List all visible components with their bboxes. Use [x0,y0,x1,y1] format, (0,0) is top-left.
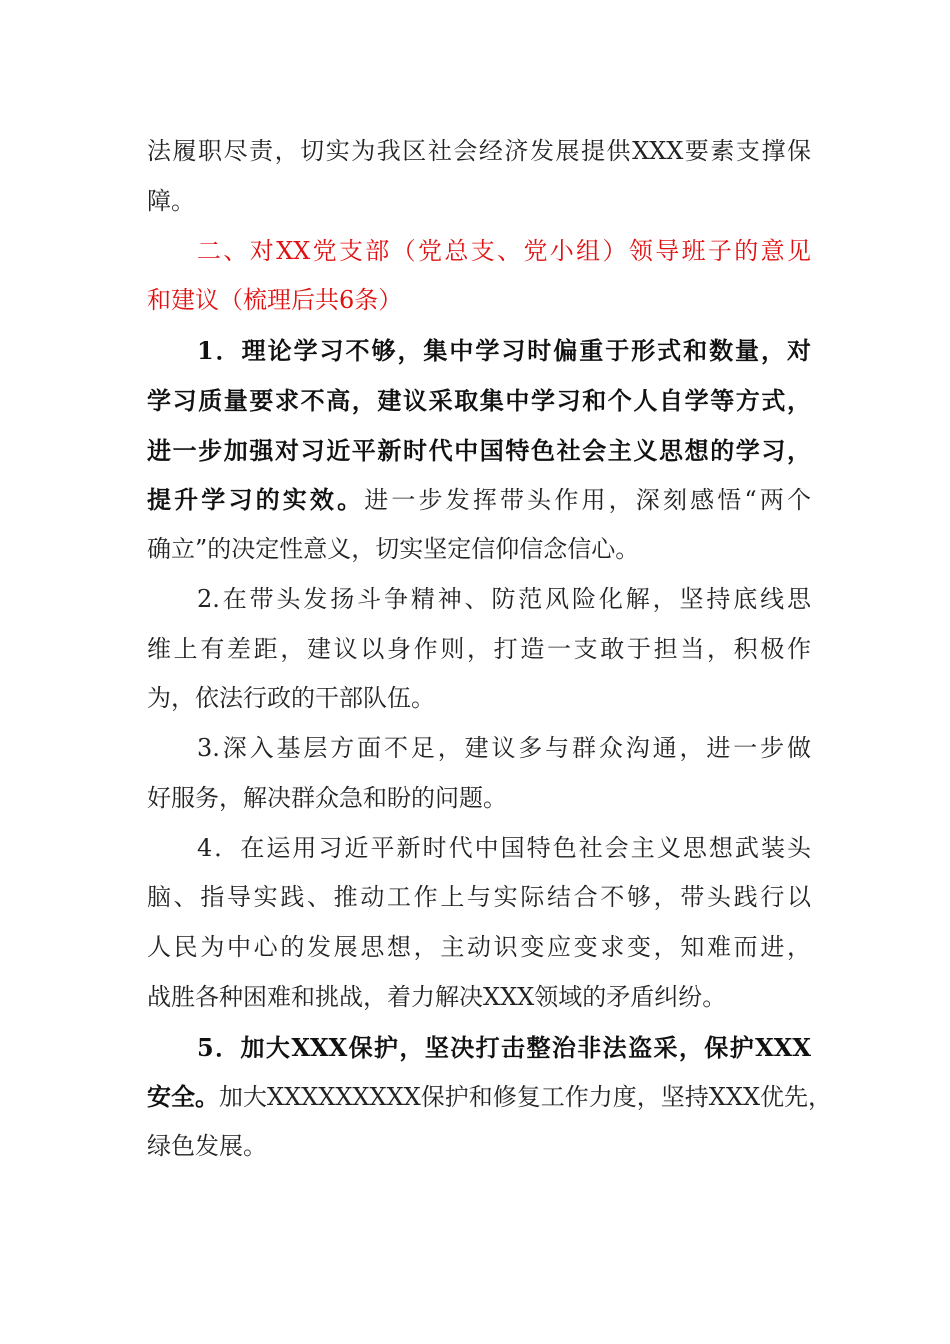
document-page [147,127,833,1172]
text: 好服务，解决群众急和盼的问题。 [147,783,507,812]
text: 加大XXXXXXXXX保护和修复工作力度，坚持XXX优先， [219,1083,833,1112]
text: 绿色发展。 [147,1132,267,1160]
item-2-line [147,575,811,625]
paragraph-line [147,177,811,227]
item-5-line [147,1072,833,1122]
bold-text: 学习质量要求不高，建议采取集中学习和个人自学等方式， [147,385,811,415]
item-1-line [147,525,811,575]
item-3-line [147,774,811,824]
heading-text: 和建议（梳理后共6条） [147,286,403,315]
item-5-line [147,1023,811,1073]
item-5-line [147,1122,811,1172]
text: 障。 [147,186,195,215]
bold-text: 安全。 [147,1082,219,1112]
item-1-line [147,326,811,376]
text: 4．在运用习近平新时代中国特色社会主义思想武装头 [197,833,811,862]
text: 法履职尽责，切实为我区社会经济发展提供XXX要素支撑保 [147,137,811,165]
item-4-line [147,923,811,973]
bold-text: 提升学习的实效。 [147,485,365,515]
item-1-line [147,376,811,426]
bold-text: 1．理论学习不够，集中学习时偏重于形式和数量，对 [197,336,811,365]
item-3-line [147,724,811,774]
bold-text: 5．加大XXX保护，坚决打击整治非法盗采，保护XXX [197,1032,811,1062]
text: 战胜各种困难和挑战，着力解决XXX领域的矛盾纠纷。 [147,982,727,1011]
text: 3.深入基层方面不足，建议多与群众沟通，进一步做 [197,734,811,762]
section-heading [147,227,811,277]
item-2-line [147,674,811,724]
bold-text: 进一步加强对习近平新时代中国特色社会主义思想的学习， [147,435,811,465]
section-heading [147,276,811,326]
heading-text: 二、对XX党支部（党总支、党小组）领导班子的意见 [197,236,811,265]
text: 进一步发挥带头作用，深刻感悟“两个 [364,486,811,515]
item-1-line [147,426,811,476]
text: 维上有差距，建议以身作则，打造一支敢于担当，积极作 [147,634,811,663]
item-1-line [147,475,811,525]
item-4-line [147,973,811,1023]
text: 确立”的决定性意义，切实坚定信仰信念信心。 [147,535,640,563]
text: 人民为中心的发展思想，主动识变应变求变，知难而进， [147,933,811,961]
text: 脑、指导实践、推动工作上与实际结合不够，带头践行以 [147,883,811,912]
item-4-line [147,824,811,874]
paragraph-line [147,127,811,177]
text: 为，依法行政的干部队伍。 [147,684,435,713]
item-2-line [147,625,811,675]
item-4-line [147,873,811,923]
text: 2.在带头发扬斗争精神、防范风险化解，坚持底线思 [197,584,811,613]
